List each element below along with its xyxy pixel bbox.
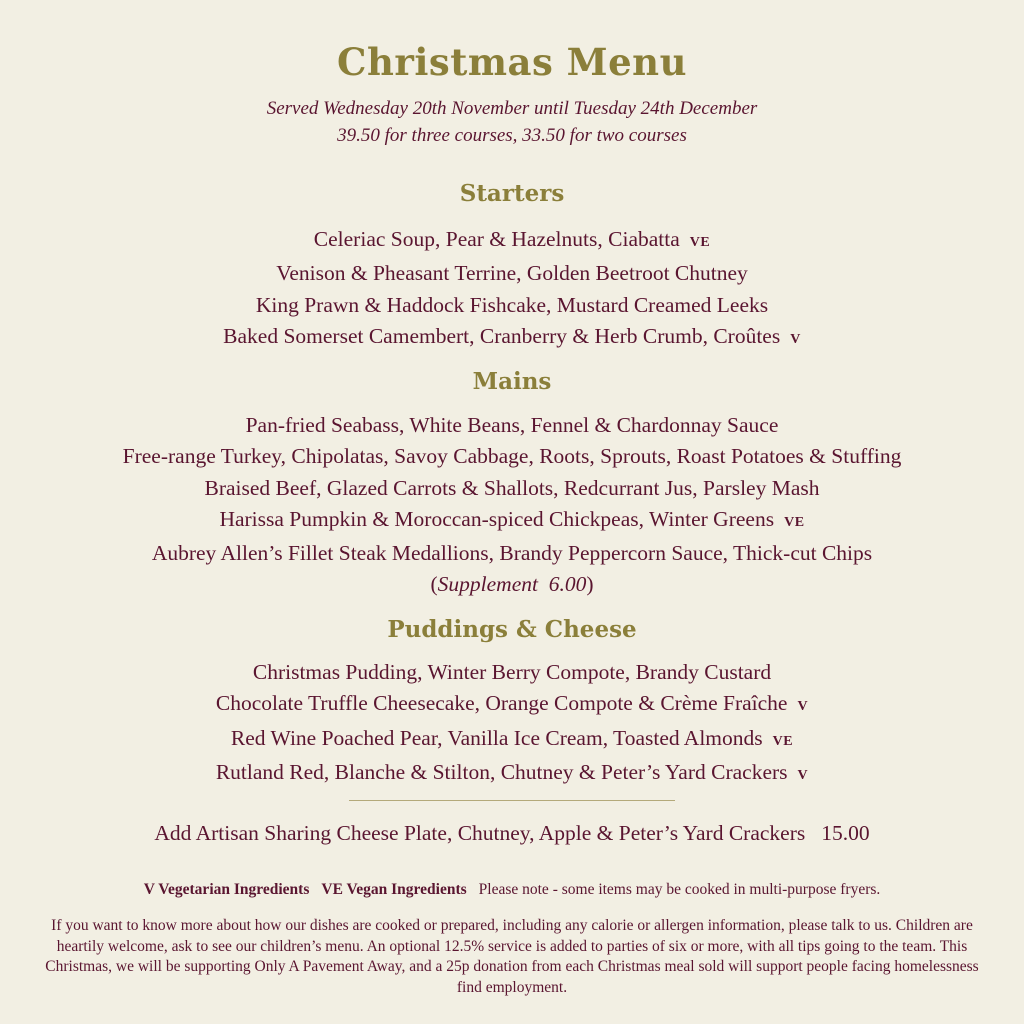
menu-item bbox=[0, 473, 1024, 504]
item-name: Rutland Red, Blanche & Stilton, Chutney & Peter’s Yard Crackers bbox=[215, 759, 788, 784]
menu-item bbox=[0, 224, 1024, 258]
item-name: King Prawn & Haddock Fishcake, Mustard Creamed Leeks bbox=[255, 292, 769, 317]
menu-item bbox=[0, 723, 1024, 757]
diet-badge: VE bbox=[772, 733, 794, 749]
addon-text: Add Artisan Sharing Cheese Plate, Chutney, Apple & Peter’s Yard Crackers bbox=[154, 821, 806, 845]
menu-item bbox=[0, 688, 1024, 722]
item-name: Celeriac Soup, Pear & Hazelnuts, Ciabatta bbox=[313, 227, 680, 251]
diet-badge: V bbox=[797, 767, 809, 783]
menu-item bbox=[0, 757, 1024, 791]
item-name: Baked Somerset Camembert, Cranberry & Herb Crumb, Croûtes bbox=[223, 323, 781, 348]
starters-list bbox=[0, 224, 1024, 355]
fryer-note: Please note - some items may be cooked in multi-purpose fryers. bbox=[478, 881, 881, 898]
section-divider bbox=[349, 800, 675, 801]
supplement-line bbox=[0, 569, 1024, 600]
served-dates: Served Wednesday 20th November until Tuesday 24th December bbox=[266, 98, 758, 119]
item-name: Aubrey Allen’s Fillet Steak Medallions, Brandy Peppercorn Sauce, Thick-cut Chips bbox=[151, 541, 873, 566]
item-name: Chocolate Truffle Cheesecake, Orange Compote & Crème Fraîche bbox=[215, 691, 788, 716]
menu-item bbox=[0, 410, 1024, 441]
menu-item bbox=[0, 504, 1024, 538]
item-name: Pan-fried Seabass, White Beans, Fennel & Chardonnay Sauce bbox=[245, 413, 779, 437]
menu-item bbox=[0, 290, 1024, 321]
item-name: Christmas Pudding, Winter Berry Compote, Brandy Custard bbox=[252, 660, 772, 684]
menu-item bbox=[0, 538, 1024, 569]
pricing-info: 39.50 for three courses, 33.50 for two courses bbox=[337, 125, 687, 146]
supplement-close: ) bbox=[586, 572, 594, 597]
menu-item bbox=[0, 258, 1024, 289]
mains-heading: Mains bbox=[472, 368, 552, 395]
starters-heading: Starters bbox=[459, 180, 565, 207]
supplement-label: Supplement bbox=[437, 572, 538, 597]
item-name: Free-range Turkey, Chipolatas, Savoy Cabbage, Roots, Sprouts, Roast Potatoes & Stuffing bbox=[122, 444, 902, 469]
allergen-and-charity-note: If you want to know more about how our dishes are cooked or prepared, including any calorie or allergen information, please talk to us. Children are heartily welcome, ask to see our children’s menu. An optional 12.5% service is added to parties of six or more, with all tips going to the team. This Christmas, we will be supporting Only A Pavement Away, and a 25p donation from each Christmas meal sold will support people facing homelessness find employment. bbox=[45, 917, 979, 996]
menu-title: Christmas Menu bbox=[337, 40, 687, 84]
menu-item bbox=[0, 321, 1024, 355]
legend-vegetarian: V Vegetarian Ingredients bbox=[143, 881, 310, 898]
mains-list bbox=[0, 410, 1024, 601]
puddings-list bbox=[0, 657, 1024, 791]
item-name: Red Wine Poached Pear, Vanilla Ice Cream, Toasted Almonds bbox=[230, 725, 763, 750]
puddings-heading: Puddings & Cheese bbox=[387, 616, 637, 643]
diet-badge: VE bbox=[689, 235, 711, 250]
supplement-open: ( bbox=[430, 572, 438, 597]
dietary-legend bbox=[0, 881, 1024, 899]
item-name: Harissa Pumpkin & Moroccan-spiced Chickpeas, Winter Greens bbox=[219, 506, 775, 531]
diet-badge: V bbox=[790, 331, 801, 347]
diet-badge: VE bbox=[784, 514, 805, 530]
menu-item bbox=[0, 657, 1024, 688]
item-name: Venison & Pheasant Terrine, Golden Beetroot Chutney bbox=[276, 261, 748, 286]
legend-vegan: VE Vegan Ingredients bbox=[321, 881, 467, 898]
item-name: Braised Beef, Glazed Carrots & Shallots, Redcurrant Jus, Parsley Mash bbox=[204, 475, 820, 500]
addon-price: 15.00 bbox=[821, 821, 870, 845]
cheese-plate-addon bbox=[0, 821, 1024, 846]
menu-item bbox=[0, 441, 1024, 472]
supplement-price: 6.00 bbox=[548, 572, 587, 597]
diet-badge: V bbox=[797, 699, 809, 715]
